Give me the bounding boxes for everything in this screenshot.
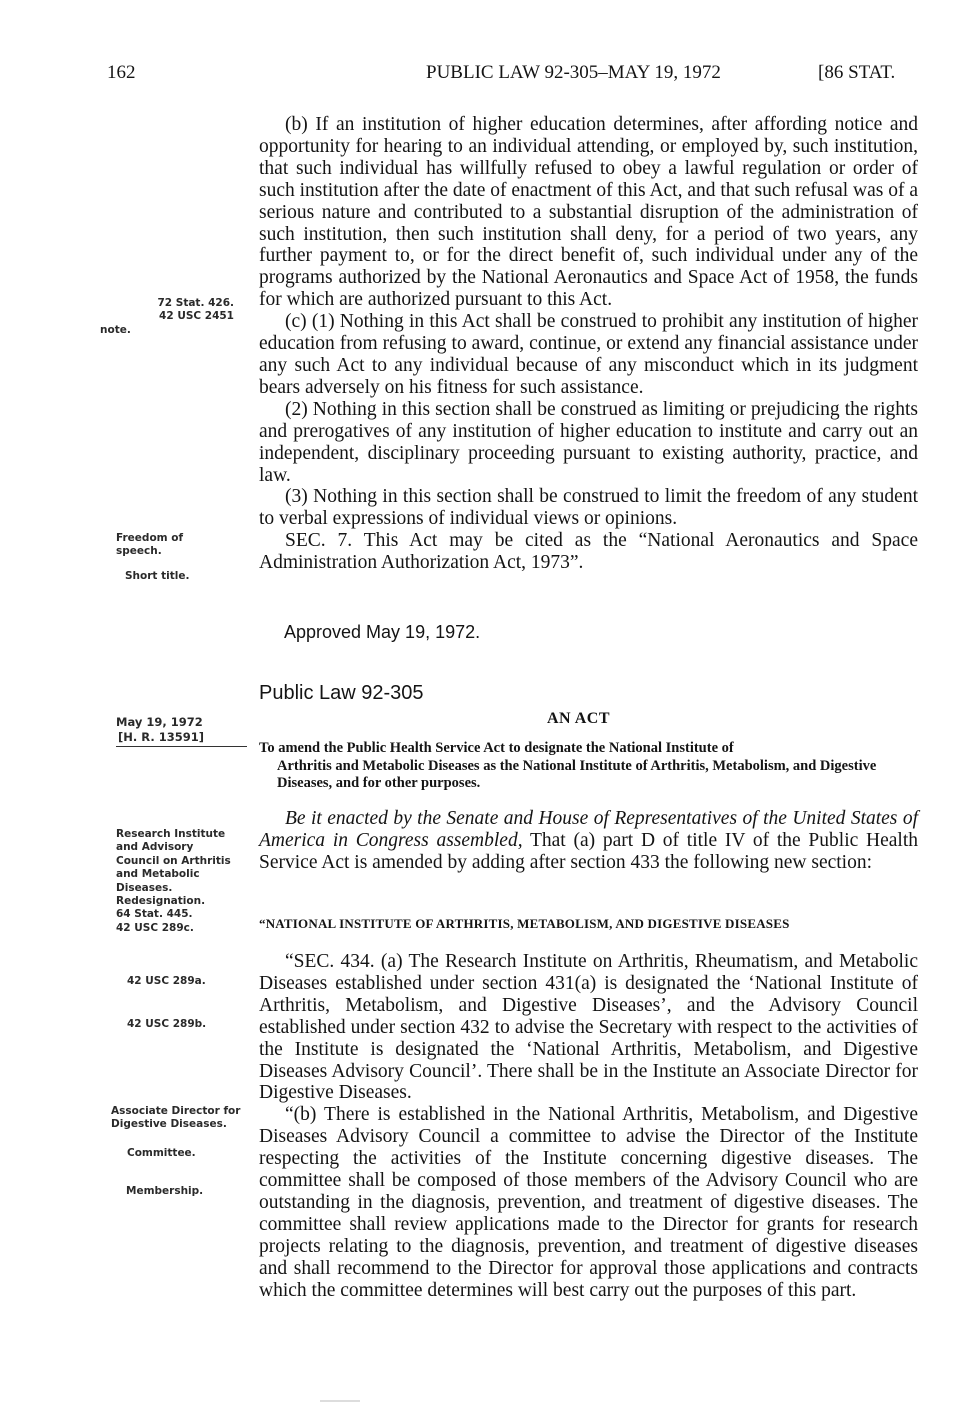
section-heading: “NATIONAL INSTITUTE OF ARTHRITIS, METABOLISM, AND DIGESTIVE DISEASES — [259, 916, 790, 931]
margin-redesignation: Redesignation. — [116, 895, 206, 908]
statute-volume: [86 STAT. — [818, 62, 896, 83]
margin-research-institute — [116, 828, 236, 935]
margin-research-institute-text: Research Institute and Advisory Council on Arthritis and Metabolic Diseases. — [116, 828, 231, 894]
running-title: PUBLIC LAW 92-305–MAY 19, 1972 — [426, 62, 721, 83]
enacting-italic: Be it enacted by the Senate and House of Representatives of the United States of America in Congress assembled, — [259, 808, 918, 851]
section-c3: (3) Nothing in this section shall be construed to limit the freedom of any student to verbal expressions of individual views or opinions. — [259, 486, 918, 530]
margin-usc-289c: 42 USC 289c. — [116, 921, 194, 934]
section-b: (b) If an institution of higher education determines, after affording notice and opportunity for hearing to an individual attending, or employed by, such institution, that such individual has willfully refused to obey a lawful regulation or order of such institution after the date of enactment of this Act, and that such refusal was of a serious nature and contributed to a substantial disruption of the administration of such institution, then such institution shall deny, for a period of two years, any further payment to, or for the direct benefit of, such individual under any of the programs authorized by the National Aeronautics and Space Act of 1958, the funds for which are authorized pursuant to this Act. — [259, 114, 919, 311]
purpose-first-line: To amend the Public Health Service Act to designate the National Institute of — [259, 740, 734, 756]
margin-line: 72 Stat. 426. — [157, 297, 234, 309]
section-434 — [259, 951, 918, 1302]
an-act-title: AN ACT — [547, 710, 611, 727]
enacting-rest: That (a) part D of title IV of the Public Health Service Act is amended by adding after section 433 the following new section: — [259, 829, 918, 873]
page-number: 162 — [107, 62, 136, 83]
enacting-clause — [259, 808, 918, 874]
main-text-upper — [259, 114, 918, 574]
page-header — [0, 62, 954, 92]
margin-membership: Membership. — [126, 1185, 204, 1197]
margin-stat-445: 64 Stat. 445. — [116, 908, 193, 921]
margin-freedom-of-speech: Freedom of speech. — [116, 532, 184, 558]
margin-citation-72-stat — [96, 297, 234, 337]
section-7: SEC. 7. This Act may be cited as the “National Aeronautics and Space Administration Authorization Act, 1973”. — [259, 530, 918, 574]
scan-mark — [320, 1400, 360, 1402]
margin-short-title: Short title. — [125, 570, 190, 582]
section-434-b: “(b) There is established in the National Arthritis, Metabolism, and Digestive Diseases Advisory Council a committee to advise the Director of the Institute respecting the activities of the Institute concerning digestive diseases. The committee shall be composed of those members of the Advisory Council who are outstanding in the diagnosis, prevention, and treatment of digestive diseases. The committee shall review applications made to the Director for grants for research projects relating to the diagnosis, prevention, and treatment of digestive diseases and shall recommend to the Director for approval those applications and contracts which the committee determines will best carry out the purposes of this part. — [259, 1104, 918, 1301]
margin-line: note. — [100, 323, 131, 336]
public-law-number: Public Law 92-305 — [259, 682, 424, 704]
margin-committee: Committee. — [127, 1147, 196, 1159]
margin-rule — [116, 746, 247, 747]
margin-bill-number: [H. R. 13591] — [118, 730, 204, 744]
section-434-a: “SEC. 434. (a) The Research Institute on Arthritis, Rheumatism, and Metabolic Diseases established under section 431(a) is designated the ‘National Institute of Arthritis, Metabolism, and Digestive Diseases’, and the Advisory Council established under section 432 to advise the Secretary with respect to the activities of the Institute is designated the ‘National Arthritis, Metabolism, and Digestive Diseases Advisory Council’. There shall be in the Institute an Associate Director for Digestive Diseases. — [259, 951, 918, 1104]
section-c1: (c) (1) Nothing in this Act shall be construed to prohibit any institution of higher education from refusing to award, continue, or extend any financial assistance under any such Act to any individual because of any misconduct which in its judgment bears adversely on his fitness for such assistance. — [259, 311, 918, 398]
margin-date: May 19, 1972 — [116, 715, 203, 729]
section-c2: (2) Nothing in this section shall be construed as limiting or prejudicing the rights and prerogatives of any institution of higher education to institute and carry out an independent, disciplinary proceeding pursuant to existing authority, practice, and law. — [259, 398, 918, 486]
act-purpose — [259, 740, 919, 793]
purpose-continuation: Arthritis and Metabolic Diseases as the National Institute of Arthritis, Metabolism, and Digestive Diseases, and for other purposes. — [277, 757, 877, 791]
approved-date: Approved May 19, 1972. — [284, 622, 481, 642]
margin-associate-director: Associate Director for Digestive Diseases. — [111, 1105, 241, 1131]
margin-usc-289b: 42 USC 289b. — [127, 1018, 207, 1030]
margin-line: 42 USC 2451 — [159, 310, 234, 323]
margin-usc-289a: 42 USC 289a. — [127, 975, 206, 987]
